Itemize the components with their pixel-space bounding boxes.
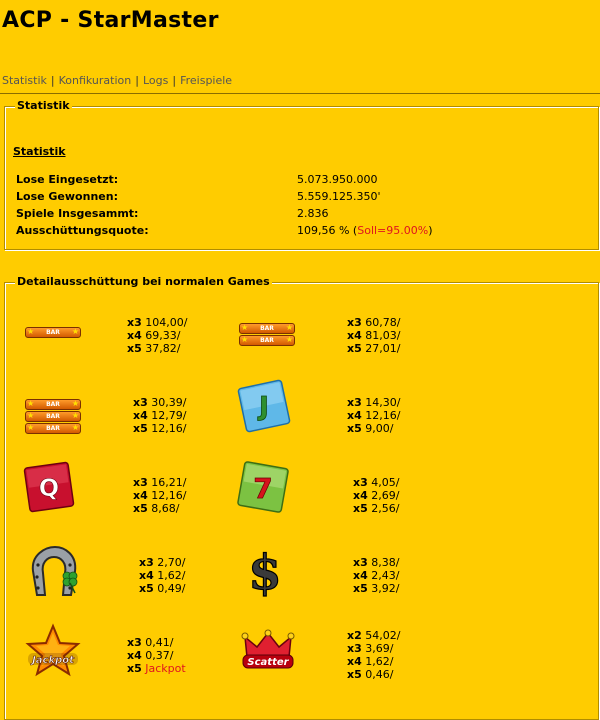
payout: 12,16/: [151, 422, 187, 435]
bar-single-icon: ★ BAR ★: [27, 327, 79, 336]
multiplier: x3: [353, 476, 368, 489]
page-title: ACP - StarMaster: [2, 8, 219, 33]
payout-suffix: ): [428, 224, 433, 237]
multiplier: x3: [133, 476, 148, 489]
multiplier: x5: [353, 582, 368, 595]
multiplier: x5: [353, 502, 368, 515]
multiplier: x3: [353, 556, 368, 569]
payout: 0,37/: [145, 649, 174, 662]
payout: 8,38/: [371, 556, 400, 569]
payout: 0,46/: [365, 668, 394, 681]
payout-value: 109,56 % (: [297, 224, 358, 237]
nav-statistik[interactable]: Statistik: [2, 74, 47, 87]
stats-legend: Statistik: [17, 99, 70, 112]
payout: 16,21/: [151, 476, 187, 489]
payout: 12,79/: [151, 409, 187, 422]
stats-heading: Statistik: [13, 145, 66, 158]
nav-konfikuration[interactable]: Konfikuration: [58, 74, 132, 87]
multiplier: x5: [127, 342, 142, 355]
j-glyph: J: [259, 392, 269, 422]
payout: 4,05/: [371, 476, 400, 489]
stat-label: Lose Eingesetzt:: [16, 173, 119, 186]
payout: 1,62/: [365, 655, 394, 668]
paytable-entry: [133, 476, 186, 515]
bar-label: BAR: [46, 413, 60, 420]
nav-logs[interactable]: Logs: [142, 74, 169, 87]
payout-rate: [297, 224, 433, 237]
paytable-entry: [353, 556, 399, 595]
dollar-icon: [245, 541, 285, 604]
stat-label: Ausschüttungsquote:: [16, 224, 149, 237]
paytable-entry: [347, 396, 400, 435]
multiplier: x5: [139, 582, 154, 595]
bar-label: BAR: [260, 325, 274, 332]
multiplier: x3: [347, 642, 362, 655]
stat-label: Spiele Insgesammt:: [16, 207, 139, 220]
multiplier: x3: [127, 316, 142, 329]
payout: 0,41/: [145, 636, 174, 649]
multiplier: x4: [347, 409, 362, 422]
payout: 37,82/: [145, 342, 181, 355]
seven-icon: [233, 459, 293, 518]
dollar-glyph: $: [248, 545, 282, 601]
payout: 0,49/: [157, 582, 186, 595]
multiplier: x4: [127, 649, 142, 662]
paytable-entry: [347, 629, 400, 681]
scatter-label: Scatter: [247, 657, 289, 668]
paytable-entry: [127, 316, 187, 355]
multiplier: x3: [347, 316, 362, 329]
payout: 60,78/: [365, 316, 401, 329]
nav-freispiele[interactable]: Freispiele: [180, 74, 233, 87]
payout: 12,16/: [151, 489, 187, 502]
bar-triple-icon: ★ BAR ★ ★ BAR ★ ★ BAR ★: [27, 399, 79, 432]
payout: 3,92/: [371, 582, 400, 595]
multiplier: x4: [353, 569, 368, 582]
bar-label: BAR: [260, 337, 274, 344]
payout: 30,39/: [151, 396, 187, 409]
payout: 2,69/: [371, 489, 400, 502]
payout: 2,43/: [371, 569, 400, 582]
paytable-entry: [127, 636, 186, 675]
payout-target: Soll=95.00%: [357, 224, 429, 237]
multiplier: x5: [347, 668, 362, 681]
payout: 2,56/: [371, 502, 400, 515]
detail-legend: Detailausschüttung bei normalen Games: [17, 275, 270, 288]
scatter-crown-icon: [239, 629, 297, 676]
multiplier: x3: [139, 556, 154, 569]
nav-separator: |: [135, 74, 139, 87]
multiplier: x3: [347, 396, 362, 409]
payout: 81,03/: [365, 329, 401, 342]
multiplier: x5: [127, 662, 142, 675]
paytable-entry: [139, 556, 185, 595]
multiplier: x5: [347, 342, 362, 355]
paytable-entry: [347, 316, 400, 355]
payout-jackpot: Jackpot: [145, 662, 186, 675]
seven-glyph: 7: [253, 472, 273, 505]
paytable-entry: [133, 396, 186, 435]
payout: 12,16/: [365, 409, 401, 422]
multiplier: x2: [347, 629, 362, 642]
nav-separator: |: [172, 74, 177, 87]
bar-label: BAR: [46, 401, 60, 408]
payout: 69,33/: [145, 329, 181, 342]
multiplier: x4: [353, 489, 368, 502]
stats-panel: [4, 99, 599, 250]
stat-value: 5.073.950.000: [297, 173, 378, 186]
stat-value: 2.836: [297, 207, 329, 220]
bar-double-icon: ★ BAR ★ ★ BAR ★: [241, 323, 293, 344]
letter-q-icon: [21, 459, 77, 518]
bar-label: BAR: [46, 425, 60, 432]
nav-separator: |: [50, 74, 55, 87]
multiplier: x5: [347, 422, 362, 435]
multiplier: x3: [127, 636, 142, 649]
multiplier: x3: [133, 396, 148, 409]
paytable-entry: [353, 476, 399, 515]
payout: 1,62/: [157, 569, 186, 582]
payout: 2,70/: [157, 556, 186, 569]
multiplier: x4: [133, 409, 148, 422]
jackpot-star-icon: [23, 623, 83, 684]
multiplier: x4: [139, 569, 154, 582]
divider: [0, 93, 600, 94]
payout: 3,69/: [365, 642, 394, 655]
main-nav: [2, 74, 232, 87]
payout: 14,30/: [365, 396, 401, 409]
stat-value: 5.559.125.350': [297, 190, 381, 203]
payout: 27,01/: [365, 342, 401, 355]
payout: 54,02/: [365, 629, 401, 642]
bar-label: BAR: [46, 329, 60, 336]
multiplier: x4: [133, 489, 148, 502]
payout: 104,00/: [145, 316, 188, 329]
multiplier: x4: [127, 329, 142, 342]
horseshoe-clover-icon: [23, 541, 85, 606]
stat-label: Lose Gewonnen:: [16, 190, 118, 203]
payout: 9,00/: [365, 422, 394, 435]
multiplier: x5: [133, 422, 148, 435]
detail-panel: [4, 275, 599, 720]
multiplier: x4: [347, 329, 362, 342]
jackpot-label: Jackpot: [32, 655, 74, 666]
payout: 8,68/: [151, 502, 180, 515]
letter-j-icon: [235, 377, 293, 438]
q-glyph: Q: [38, 474, 60, 502]
multiplier: x5: [133, 502, 148, 515]
multiplier: x4: [347, 655, 362, 668]
